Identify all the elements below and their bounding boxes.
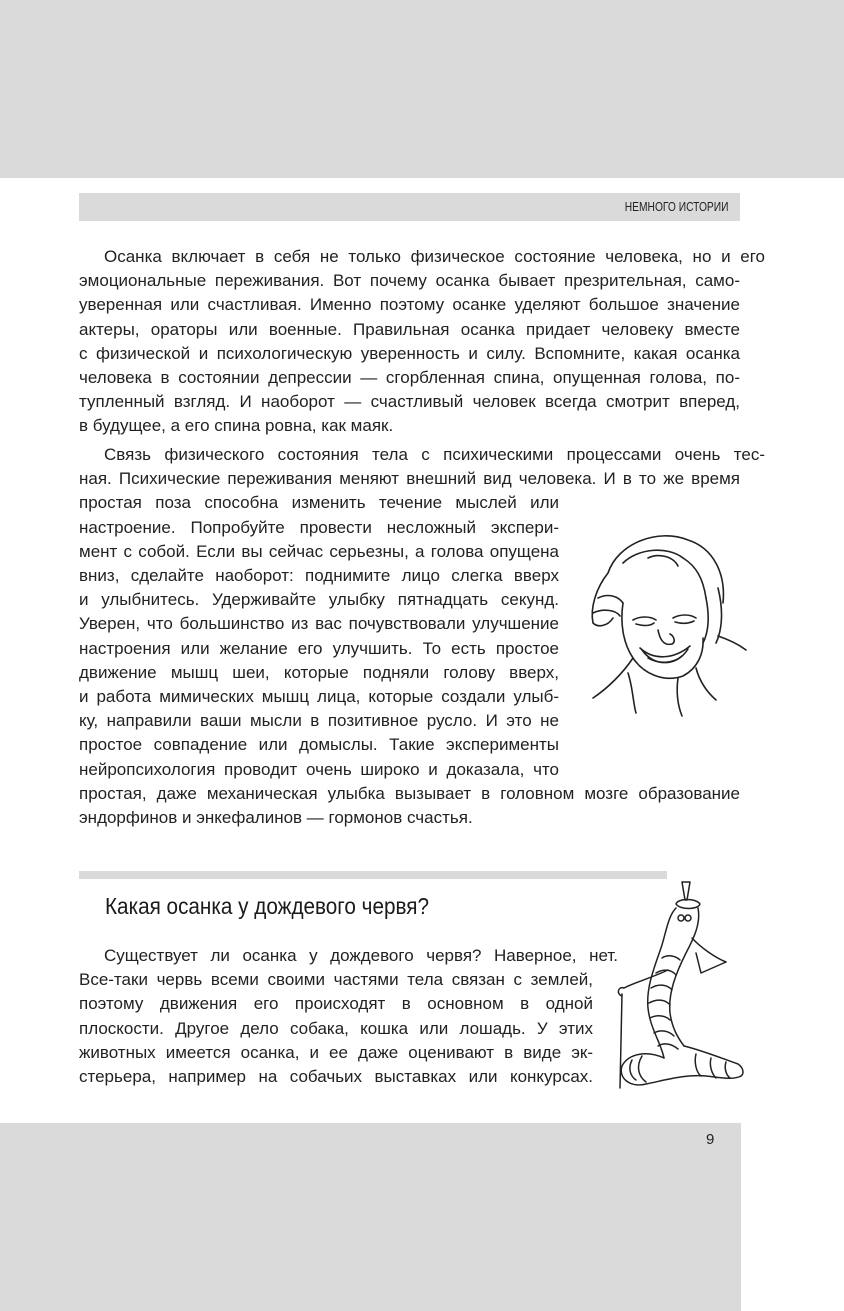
text-line: поэтому движения его происходят в основном в одной (79, 994, 593, 1014)
text-line: уверенная или счастливая. Именно поэтому осанке уделяют большое значение (79, 295, 740, 315)
text-line: ку, направили ваши мысли в позитивное русло. И это не (79, 711, 559, 731)
text-line: Уверен, что большинство из вас почувствовали улучшение (79, 614, 559, 634)
text-line: в будущее, а его спина ровна, как маяк. (79, 416, 394, 436)
text-line: животных имеется осанка, и ее даже оценивают в виде эк- (79, 1042, 593, 1062)
worm-illustration (606, 878, 746, 1096)
running-head-bar (79, 193, 740, 221)
top-margin-band (0, 0, 844, 178)
text-line: плоскости. Другое дело собака, кошка или лошадь. У этих (79, 1018, 593, 1038)
text-line: Все-таки червь всеми своими частями тела связан с землей, (79, 970, 593, 990)
text-line: Осанка включает в себя не только физическое состояние человека, но и его (104, 247, 765, 266)
text-line: настроение. Попробуйте провести несложный экспери- (79, 517, 559, 537)
text-line: нейропсихология проводит очень широко и доказала, что (79, 759, 559, 779)
section-divider (79, 871, 667, 879)
smiling-face-illustration (578, 518, 748, 718)
text-line: и улыбнитесь. Удерживайте улыбку пятнадцать секунд. (79, 590, 559, 610)
text-line: человека в состоянии депрессии — сгорбленная спина, опущенная голова, по- (79, 368, 740, 388)
text-line: стерьера, например на собачьих выставках или конкурсах. (79, 1067, 593, 1087)
text-line: актеры, ораторы или военные. Правильная осанка придает человеку вместе (79, 319, 740, 339)
text-line: с физической и психологическую уверенность и силу. Вспомните, какая осанка (79, 343, 740, 363)
text-line: мент с собой. Если вы сейчас серьезны, а голова опущена (79, 541, 559, 561)
paragraph-posture-emotions (79, 245, 765, 439)
text-line: и работа мимических мышц лица, которые создали улыб- (79, 687, 559, 707)
text-line: вниз, сделайте наоборот: поднимите лицо слегка вверх (79, 566, 559, 586)
section-heading: Какая осанка у дождевого червя? (105, 893, 429, 919)
text-line: простая поза способна изменить течение мыслей или (79, 493, 559, 513)
text-line: эмоциональные переживания. Вот почему осанка бывает презрительная, само- (79, 271, 740, 291)
text-line: Существует ли осанка у дождевого червя? Наверное, нет. (104, 946, 618, 965)
text-line: эндорфинов и энкефалинов — гормонов счастья. (79, 808, 473, 828)
text-line: ная. Психические переживания меняют внешний вид человека. И в то же время (79, 469, 740, 489)
text-line: тупленный взгляд. И наоборот — счастливый человек всегда смотрит вперед, (79, 392, 740, 412)
text-line: Связь физического состояния тела с психическими процессами очень тес- (104, 445, 765, 464)
text-line: простая, даже механическая улыбка вызывает в головном мозге образование (79, 783, 740, 803)
running-head-title: НЕМНОГО ИСТОРИИ (624, 200, 728, 214)
bottom-margin-band (0, 1123, 741, 1311)
text-line: движение мышц шеи, которые подняли голову вверх, (79, 662, 559, 682)
page-number: 9 (706, 1131, 715, 1148)
text-line: простое совпадение или домыслы. Такие эксперименты (79, 735, 559, 755)
text-line: настроения или желание его улучшить. То есть простое (79, 638, 559, 658)
